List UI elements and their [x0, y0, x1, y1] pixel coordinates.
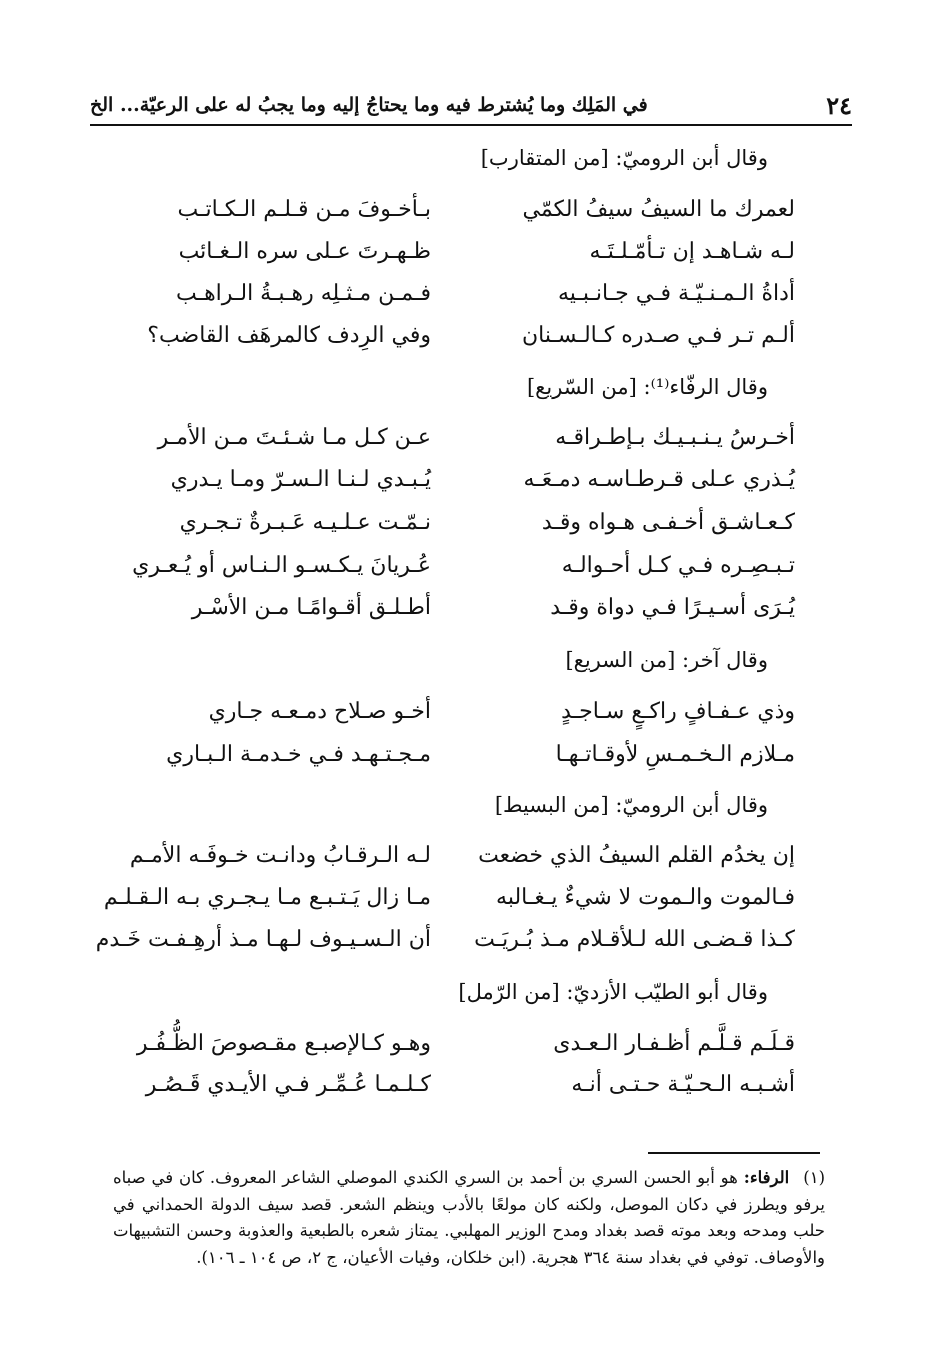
footnote-rule: [648, 1152, 820, 1154]
verse-second-hemistich: وهـو كـالإصبـع مقـصوصَ الظُّـفُـر: [136, 1031, 431, 1056]
verse-first-hemistich: كـذا قـضـى الله لـلأقـلام مـذ بُـريَـت: [474, 927, 795, 952]
poem-intro: وقال أبن الروميّ: [من المتقارب]: [480, 146, 768, 170]
footnote-text: هو أبو الحسن السري بن أحمد بن السري الكندي الموصلي الشاعر المعروف. كان في صباه يرفو ويطرز في دكان الموصل، ولكنه كان مولعًا بالأدب وينظم الشعر. قصد سيف الدولة الحمداني في حلب ومدحه وبعد موته قصد بغداد ومدح الوزير المهلبي. يمتاز شعره بالطبعية والعذوبة وحسن التشبيهات والأوصاف. توفي في بغداد سنة ٣٦٤ هجرية. (ابن خلكان، وفيات الأعيان، ج ٢، ص ١٠٤ ـ ١٠٦).: [113, 1168, 825, 1267]
verse-second-hemistich: يُـبـدي لـنـا الـسـرّ ومـا يـدري: [170, 467, 431, 492]
verse-first-hemistich: فـالموت والـموت لا شيءٌ يـغـالبه: [496, 885, 795, 910]
verse-first-hemistich: لعمرك ما السيفُ سيفُ الكمّي: [522, 197, 795, 222]
page-number: ٢٤: [826, 90, 852, 120]
verse-first-hemistich: تـبـصِـره فـي كـل أحـوالـه: [561, 553, 795, 578]
verse-first-hemistich: لـه شـاهـد إن تـأمّـلـتَـه: [589, 239, 795, 264]
verse-second-hemistich: أطـلـق أقـوامًـا مـن الأسْـر: [191, 595, 431, 620]
verse-first-hemistich: أداةُ الـمـنـيّـة فـي جـانـبـيه: [557, 281, 795, 306]
verse-first-hemistich: أخـرسُ يـنـبـيـك بـإطـراقـه: [555, 425, 795, 450]
page-header: [90, 88, 852, 122]
poem-intro: وقال أبن الروميّ: [من البسيط]: [494, 793, 768, 817]
verse-second-hemistich: عُـريانَ يـكـسـو الـنـاس أو يُـعـري: [132, 553, 431, 578]
footnote-number: (١): [803, 1168, 825, 1187]
verse-first-hemistich: كـعـاشـق أخـفـى هـواه وقـد: [541, 510, 795, 535]
verse-first-hemistich: إن يخدُم القلم السيفُ الذي خضعت: [478, 843, 795, 868]
verse-first-hemistich: يُـرَى أسـيـرًا فـي دواة وقـد: [550, 595, 795, 620]
verse-first-hemistich: أشـبـه الـحـيّـة حـتـى أنـه: [571, 1072, 795, 1097]
verse-second-hemistich: فـمـن مـثـلِه رهـبـةُ الـراهـب: [176, 281, 431, 306]
verse-second-hemistich: كـلـمـا عُـمِّـر فـي الأيـدي قَـصُـر: [145, 1072, 431, 1097]
footnote-heading: الرفاء:: [743, 1168, 790, 1187]
poem-intro: وقال الرفّاء⁽¹⁾: [من السّريع]: [526, 375, 768, 399]
verse-second-hemistich: مـجـتـهـد فـي خـدمـة الـبـاري: [166, 742, 431, 767]
poem-intro: وقال أبو الطيّب الأزديّ: [من الرّمل]: [458, 980, 768, 1004]
verse-first-hemistich: وذي عـفـافٍ راكـعٍ سـاجـدٍ: [561, 699, 795, 724]
verse-second-hemistich: نـمّـت عـلـيـه عَـبـرةٌ تـجـري: [179, 510, 431, 535]
verse-first-hemistich: ألـم تـر فـي صـدره كـالـسـنان: [521, 323, 795, 348]
verse-second-hemistich: مـا زال يَـتـبـع مـا يـجـري بـه الـقـلـم: [103, 885, 431, 910]
verse-second-hemistich: بـأخـوفَ مـن قـلـم الـكـاتـب: [177, 197, 431, 222]
verse-second-hemistich: عـن كـل مـا شـئـتَ مـن الأمـر: [157, 425, 431, 450]
poem-intro: وقال آخر: [من السريع]: [565, 648, 768, 672]
verse-second-hemistich: لـه الـرقـابُ ودانـت خـوفَـه الأمـم: [129, 843, 431, 868]
verse-second-hemistich: أخـو صـلاح دمـعـه جـاري: [208, 699, 431, 724]
verse-second-hemistich: ظـهـرتَ عـلى سره الـغـائب: [178, 239, 431, 264]
verse-second-hemistich: أن الـسـيـوف لـهـا مـذ أرهِـفـت خَـدم: [95, 927, 431, 952]
running-title: في المَلِك وما يُشترط فيه وما يحتاجُ إليه وما يجبُ له على الرعيّة... الخ: [90, 94, 648, 116]
footnote: [113, 1165, 825, 1271]
verse-first-hemistich: مـلازم الـخـمـسِ لأوقـاتـهـا: [555, 742, 795, 767]
verse-first-hemistich: يُـذري عـلى قـرطـاسـه دمـعَـه: [523, 467, 795, 492]
header-rule: [90, 124, 852, 126]
verse-second-hemistich: وفي الرِدف كالمرهَف القاضب؟: [147, 323, 431, 348]
verse-first-hemistich: قـلَـم قـلَّـم أظـفـار الـعـدى: [553, 1031, 795, 1056]
